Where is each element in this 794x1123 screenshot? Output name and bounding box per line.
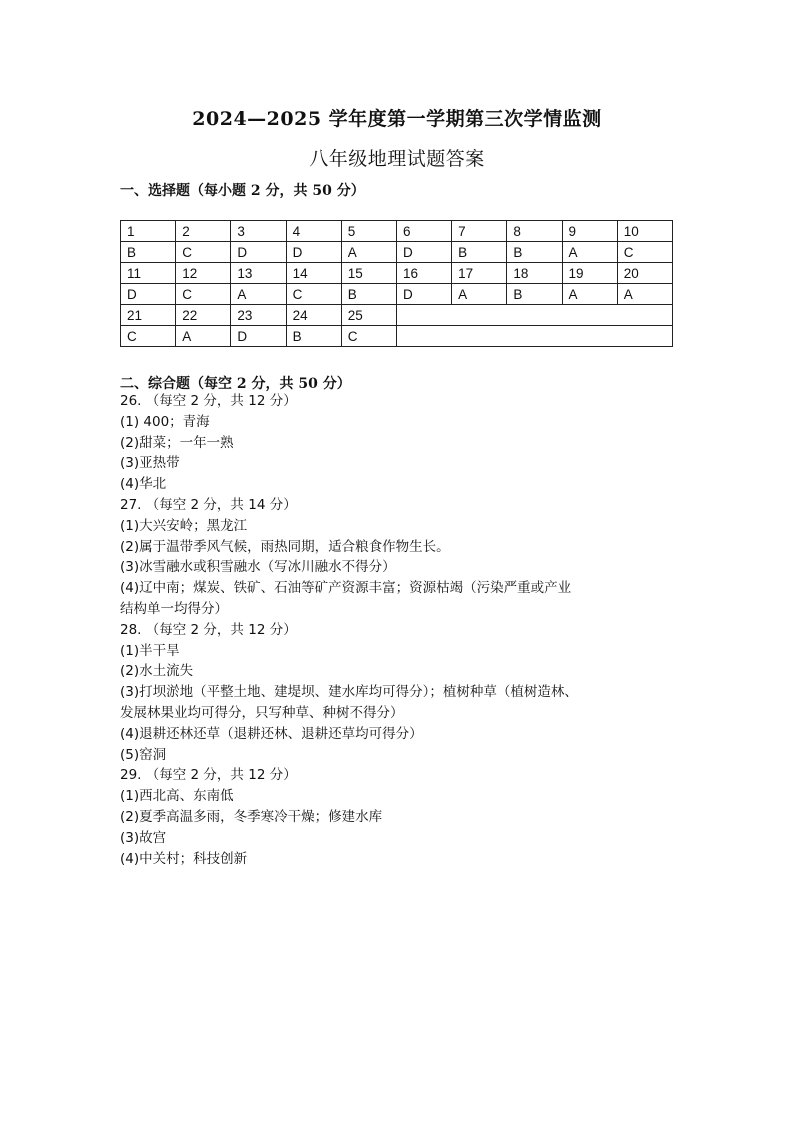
answer-cell: A xyxy=(341,242,396,263)
answer-line: (4)辽中南；煤炭、铁矿、石油等矿产资源丰富；资源枯竭（污染严重或产业 xyxy=(120,580,572,597)
question-number-cell: 21 xyxy=(121,305,176,326)
answer-cell: A xyxy=(562,284,617,305)
question-number-row xyxy=(121,221,673,242)
question-number-cell: 20 xyxy=(617,263,672,284)
answer-row xyxy=(121,326,673,347)
answer-cell: A xyxy=(231,284,286,305)
answer-cell: A xyxy=(617,284,672,305)
question-number-cell: 1 xyxy=(121,221,176,242)
question-number-cell: 2 xyxy=(176,221,231,242)
answer-cell: D xyxy=(231,242,286,263)
answer-table xyxy=(120,220,673,347)
question-number-cell: 8 xyxy=(507,221,562,242)
question-heading: 28. （每空 2 分，共 12 分） xyxy=(120,621,297,638)
question-number-cell: 22 xyxy=(176,305,231,326)
question-number-cell: 17 xyxy=(452,263,507,284)
answer-cell: D xyxy=(231,326,286,347)
answer-cell: B xyxy=(121,242,176,263)
answer-cell: C xyxy=(617,242,672,263)
question-number-cell: 23 xyxy=(231,305,286,326)
question-number-cell: 6 xyxy=(396,221,451,242)
answer-cell: A xyxy=(452,284,507,305)
answer-line: (2)夏季高温多雨，冬季寒冷干燥；修建水库 xyxy=(120,808,383,825)
answer-cell: D xyxy=(286,242,341,263)
answer-line: (4)华北 xyxy=(120,476,167,493)
answer-line: (5)窑洞 xyxy=(120,746,167,763)
question-number-cell: 9 xyxy=(562,221,617,242)
question-number-cell: 15 xyxy=(341,263,396,284)
answer-cell: A xyxy=(562,242,617,263)
answer-cell: C xyxy=(121,326,176,347)
answer-line: (3)冰雪融水或积雪融水（写冰川融水不得分） xyxy=(120,559,396,576)
answer-cell: D xyxy=(121,284,176,305)
question-heading: 26. （每空 2 分，共 12 分） xyxy=(120,393,297,409)
question-number-row xyxy=(121,263,673,284)
answer-line: (4)退耕还林还草（退耕还林、退耕还草均可得分） xyxy=(120,725,423,742)
section-heading-comprehensive: 二、综合题（每空 2 分，共 50 分） xyxy=(120,376,351,392)
answer-line: 发展林果业均可得分，只写种草、种树不得分） xyxy=(120,704,404,721)
answer-cell: D xyxy=(396,284,451,305)
answer-cell: B xyxy=(452,242,507,263)
answer-line: (2)水土流失 xyxy=(120,663,194,680)
question-heading: 27. （每空 2 分，共 14 分） xyxy=(120,496,297,513)
answer-row xyxy=(121,284,673,305)
document-subtitle: 八年级地理试题答案 xyxy=(309,148,485,170)
question-number-cell: 7 xyxy=(452,221,507,242)
question-heading: 29. （每空 2 分，共 12 分） xyxy=(120,767,297,784)
answer-cell: D xyxy=(396,242,451,263)
question-number-cell: 5 xyxy=(341,221,396,242)
answer-line: (4)中关村；科技创新 xyxy=(120,850,248,867)
question-number-cell: 13 xyxy=(231,263,286,284)
question-number-row xyxy=(121,305,673,326)
answer-cell: B xyxy=(507,284,562,305)
answer-cell: C xyxy=(176,242,231,263)
answer-line: (1)半干旱 xyxy=(120,642,180,659)
question-number-cell: 3 xyxy=(231,221,286,242)
section-heading-choice: 一、选择题（每小题 2 分，共 50 分） xyxy=(120,183,365,199)
answer-line: (2)属于温带季风气候，雨热同期，适合粮食作物生长。 xyxy=(120,538,450,555)
question-number-cell: 25 xyxy=(341,305,396,326)
answer-line: (1) 400；青海 xyxy=(120,413,210,430)
question-number-cell: 24 xyxy=(286,305,341,326)
answer-line: 结构单一均得分） xyxy=(120,600,228,617)
answer-line: (3)亚热带 xyxy=(120,455,180,472)
answer-lines xyxy=(120,391,690,869)
question-number-cell: 12 xyxy=(176,263,231,284)
answer-line: (2)甜菜；一年一熟 xyxy=(120,434,234,451)
answer-line: (3)故宫 xyxy=(120,829,167,846)
question-number-cell: 10 xyxy=(617,221,672,242)
answer-cell: C xyxy=(286,284,341,305)
question-number-cell: 11 xyxy=(121,263,176,284)
empty-cell xyxy=(396,326,672,347)
answer-cell: C xyxy=(341,326,396,347)
document-title: 2024—2025 学年度第一学期第三次学情监测 xyxy=(192,108,602,130)
answer-cell: B xyxy=(341,284,396,305)
question-number-cell: 16 xyxy=(396,263,451,284)
answer-cell: C xyxy=(176,284,231,305)
answer-row xyxy=(121,242,673,263)
answer-cell: B xyxy=(286,326,341,347)
question-number-cell: 19 xyxy=(562,263,617,284)
answer-line: (1)大兴安岭；黑龙江 xyxy=(120,517,248,534)
question-number-cell: 14 xyxy=(286,263,341,284)
answer-line: (1)西北高、东南低 xyxy=(120,788,234,805)
question-number-cell: 18 xyxy=(507,263,562,284)
answer-cell: A xyxy=(176,326,231,347)
answer-cell: B xyxy=(507,242,562,263)
empty-cell xyxy=(396,305,672,326)
answer-line: (3)打坝淤地（平整土地、建堤坝、建水库均可得分）；植树种草（植树造林、 xyxy=(120,684,578,701)
question-number-cell: 4 xyxy=(286,221,341,242)
